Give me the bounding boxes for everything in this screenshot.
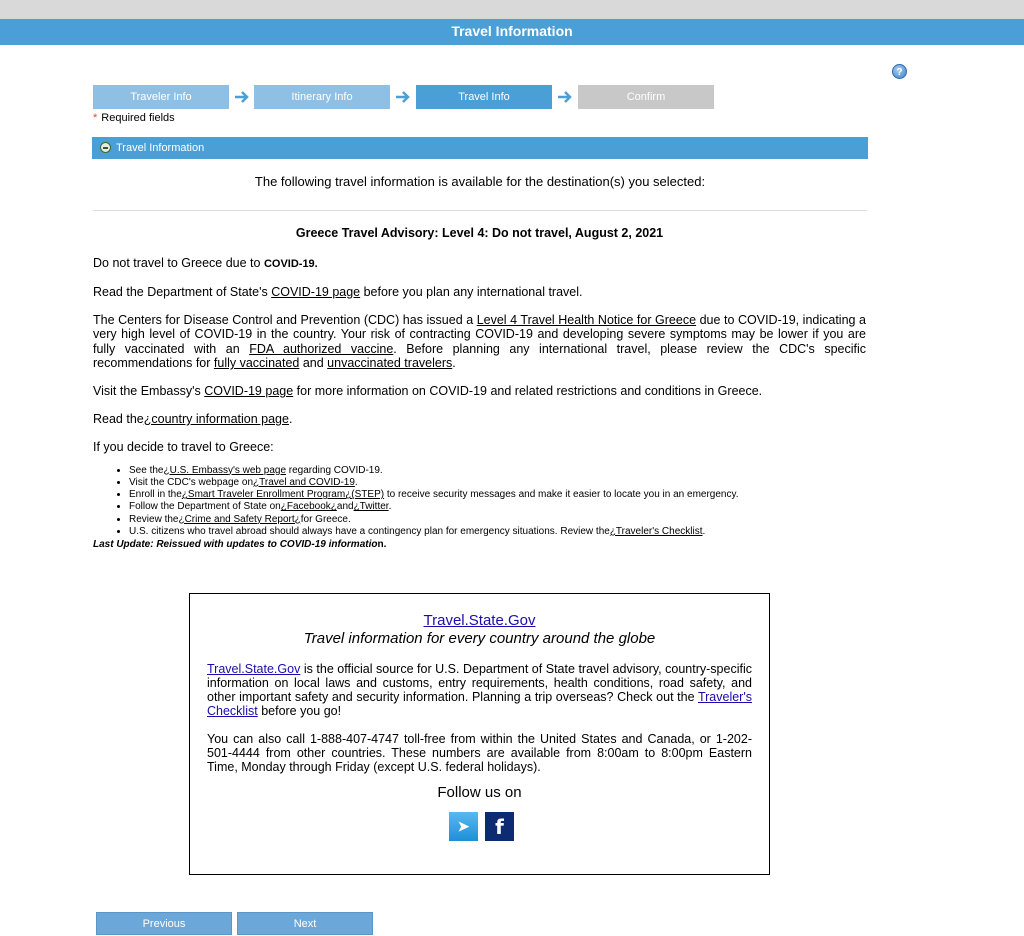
travelers-checklist-link[interactable]: ¿Traveler's Checklist: [609, 525, 703, 537]
info-box-p1: Travel.State.Gov is the official source for U.S. Department of State travel advisory, country-specific information on local laws and customs, entry requirements, health conditions, road safety, and other important safety and security information. Planning a trip overseas? Check out the Traveler's Checklist before you go!: [207, 662, 752, 718]
collapse-icon[interactable]: [100, 142, 111, 153]
help-icon[interactable]: ?: [892, 64, 907, 79]
list-item: • U.S. citizens who travel abroad should always have a contingency plan for emergency situations. Review the¿Traveler's Checklist.: [129, 526, 866, 538]
advisory-p2: Read the Department of State's COVID-19 page before you plan any international travel.: [93, 284, 583, 299]
required-star: *: [93, 112, 98, 124]
unvaccinated-link[interactable]: unvaccinated travelers: [327, 356, 453, 370]
fully-vaccinated-link[interactable]: fully vaccinated: [213, 356, 300, 370]
step-traveler-info[interactable]: Traveler Info: [93, 85, 229, 109]
top-strip: [0, 0, 1024, 19]
list-item: • Follow the Department of State on¿Facebook¿and¿Twitter.: [129, 501, 866, 513]
list-item: • See the¿U.S. Embassy's web page regarding COVID-19.: [129, 465, 866, 477]
page-title: Travel Information: [451, 23, 573, 39]
info-box-subtitle: Travel information for every country around the globe: [303, 630, 656, 647]
info-box: [189, 593, 770, 875]
last-update: Last Update: Reissued with updates to COVID-19 information.: [93, 539, 387, 551]
fda-vaccine-link[interactable]: FDA authorized vaccine: [249, 341, 394, 356]
facebook-icon[interactable]: f: [485, 812, 514, 841]
embassy-covid-link[interactable]: COVID-19 page: [204, 384, 294, 398]
advisory-p5: Read the¿country information page.: [93, 412, 293, 426]
health-notice-link[interactable]: Level 4 Travel Health Notice for Greece: [476, 312, 697, 327]
follow-label: Follow us on: [437, 784, 522, 801]
required-text: Required fields: [101, 112, 175, 124]
twitter-icon[interactable]: ➤: [449, 812, 478, 841]
step-program-link[interactable]: ¿Smart Traveler Enrollment Program¿(STEP): [181, 489, 385, 501]
country-info-link[interactable]: ¿country information page: [143, 412, 289, 426]
next-button[interactable]: Next: [237, 912, 373, 935]
twitter-link[interactable]: ¿Twitter: [353, 501, 389, 513]
arrow-right-icon: [556, 88, 574, 106]
page-title-bar: [0, 19, 1024, 45]
divider: [93, 210, 867, 211]
arrow-right-icon: [394, 88, 412, 106]
checklist-link[interactable]: Traveler's Checklist: [207, 690, 752, 718]
advisory-p3: The Centers for Disease Control and Prevention (CDC) has issued a Level 4 Travel Health Notice for Greece due to COVID-19, indicating a very high level of COVID-19 in the country. Your risk of contracting COVID-19 and developing severe symptoms may be lower if you are fully vaccinated with an FDA authorized vaccine. Before planning any international travel, please review the CDC's specific recommendations for fully vaccinated and unvaccinated travelers.: [93, 312, 867, 370]
travel-covid-link[interactable]: ¿Travel and COVID-19: [253, 476, 355, 488]
info-box-title: [190, 612, 769, 629]
list-item: • Enroll in the¿Smart Traveler Enrollment Program¿(STEP) to receive security messages and make it easier to locate you in an emergency.: [129, 489, 866, 501]
advisory-p6: If you decide to travel to Greece:: [93, 440, 274, 454]
advice-list: [93, 465, 866, 539]
crime-report-link[interactable]: ¿Crime and Safety Report¿: [178, 513, 301, 525]
previous-button[interactable]: Previous: [96, 912, 232, 935]
travel-state-gov-inline-link[interactable]: Travel.State.Gov: [207, 662, 301, 676]
section-header[interactable]: [92, 137, 868, 159]
advisory-heading: Greece Travel Advisory: Level 4: Do not travel, August 2, 2021: [295, 226, 664, 240]
facebook-link[interactable]: ¿Facebook¿: [280, 501, 337, 513]
list-item: • Review the¿Crime and Safety Report¿for Greece.: [129, 514, 866, 526]
intro-text: The following travel information is available for the destination(s) you selected:: [254, 174, 706, 189]
required-note: [93, 112, 175, 124]
advisory-p1: Do not travel to Greece due to COVID-19.: [93, 255, 318, 270]
advisory-p4: Visit the Embassy's COVID-19 page for more information on COVID-19 and related restrictions and conditions in Greece.: [93, 384, 763, 398]
step-itinerary-info[interactable]: Itinerary Info: [254, 85, 390, 109]
covid-page-link[interactable]: COVID-19 page: [271, 284, 361, 299]
list-item: • Visit the CDC's webpage on¿Travel and COVID-19.: [129, 477, 866, 489]
travel-state-gov-link[interactable]: Travel.State.Gov: [423, 612, 536, 629]
advisory-content: [93, 226, 866, 553]
info-box-p2: You can also call 1-888-407-4747 toll-free from within the United States and Canada, or 1-202-501-4444 from other countries. These numbers are available from 8:00am to 8:00pm Eastern Time, Monday through Friday (except U.S. federal holidays).: [207, 732, 752, 774]
embassy-web-link[interactable]: ¿U.S. Embassy's web page: [163, 464, 286, 476]
step-confirm: Confirm: [578, 85, 714, 109]
section-title: Travel Information: [116, 142, 205, 154]
step-travel-info[interactable]: Travel Info: [416, 85, 552, 109]
arrow-right-icon: [233, 88, 251, 106]
